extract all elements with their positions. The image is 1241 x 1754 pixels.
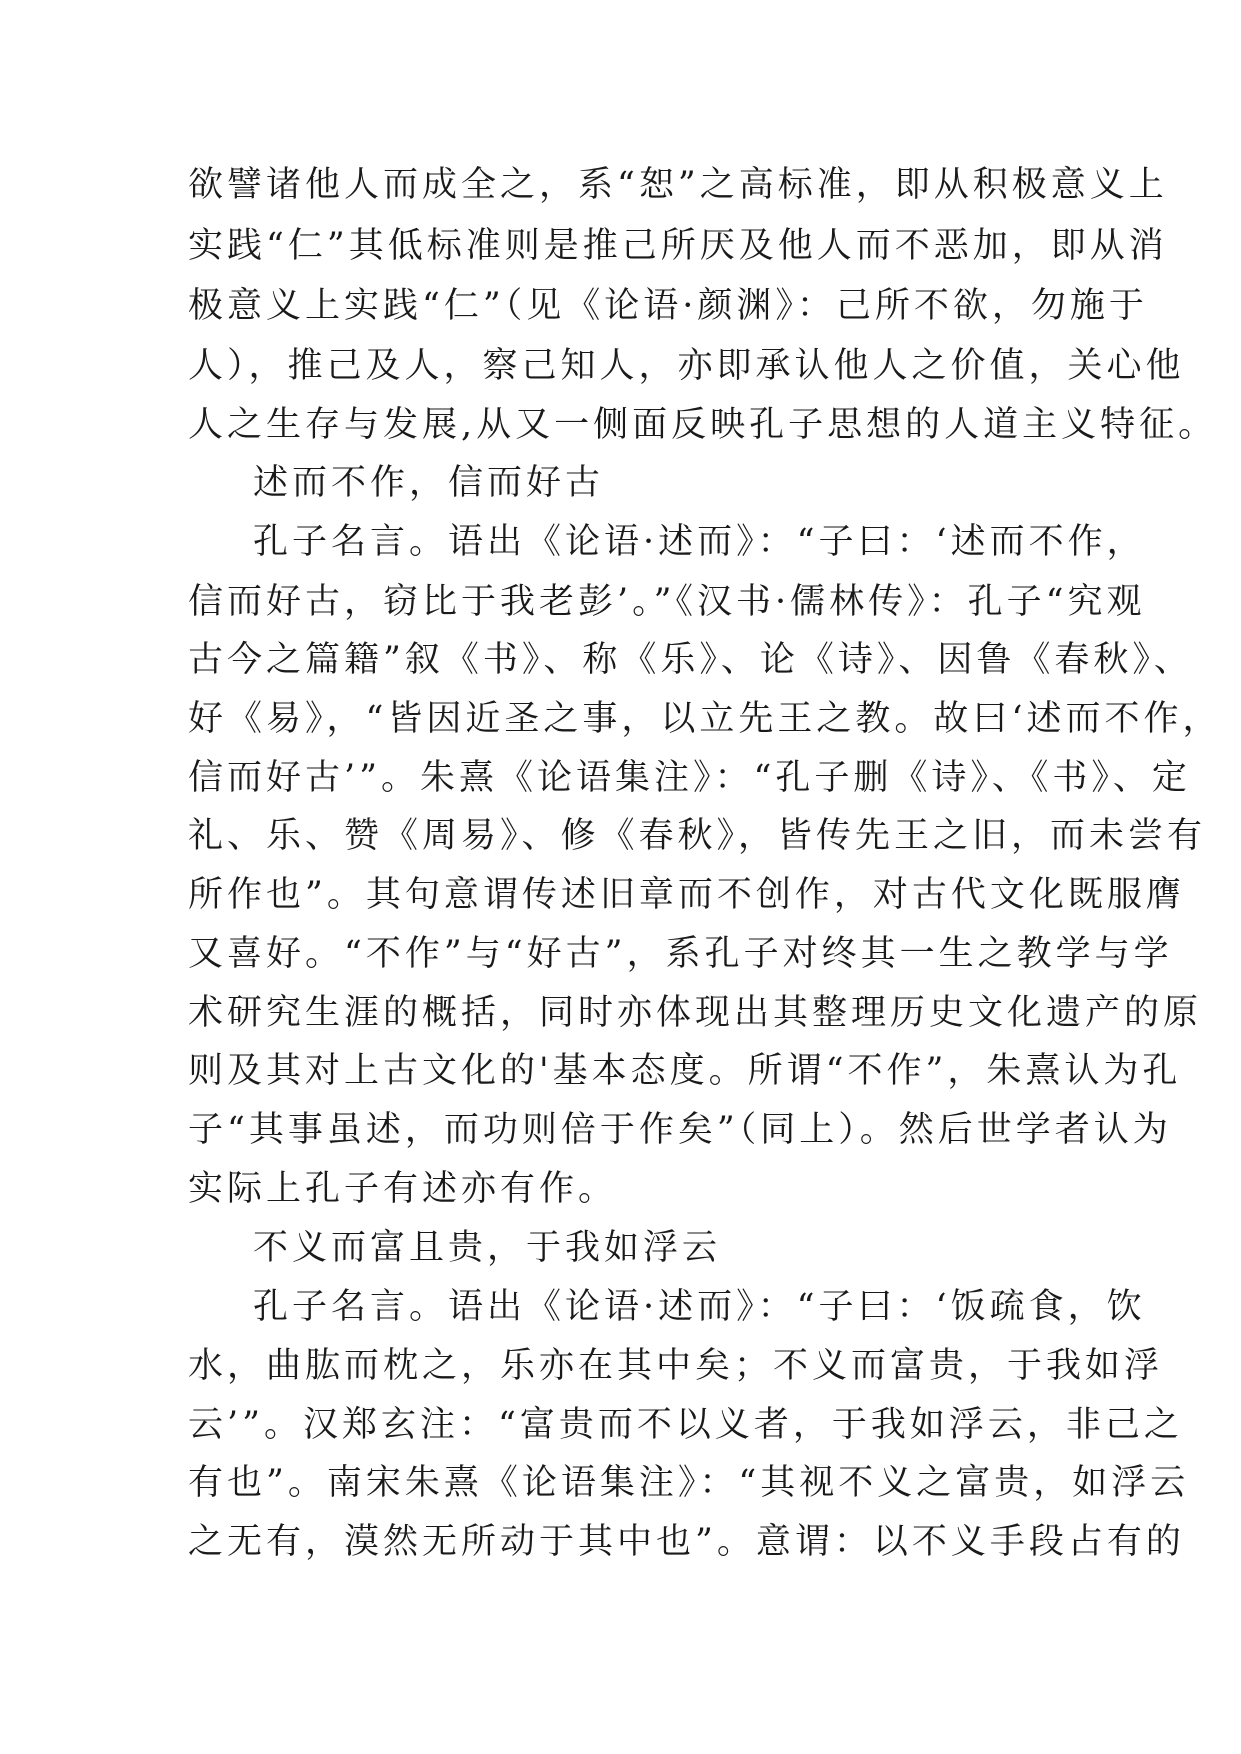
text-line: 水，曲肱而枕之，乐亦在其中矣；不义而富贵，于我如浮 [188,1346,1164,1386]
text-line: 实践“仁”其低标准则是推己所厌及他人而不恶加，即从消 [188,226,1168,266]
section-heading: 述而不作，信而好古 [253,463,605,503]
text-line: 信而好古，窃比于我老彭’。”《汉书·儒林传》：孔子“究观 [188,582,1146,622]
text-line: 云’”。汉郑玄注：“富贵而不以义者，于我如浮云，非己之 [188,1405,1183,1445]
text-line: 之无有，漠然无所动于其中也”。意谓：以不义手段占有的 [188,1522,1185,1562]
text-line: 又喜好。“不作”与“好古”，系孔子对终其一生之教学与学 [188,934,1173,974]
text-line: 人之生存与发展,从又一侧面反映孔子思想的人道主义特征。 [188,405,1218,445]
text-line: 孔子名言。语出《论语·述而》：“子曰：‘述而不作， [253,522,1146,562]
section-heading: 不义而富且贵，于我如浮云 [253,1228,722,1268]
text-line: 人），推己及人，察己知人，亦即承认他人之价值，关心他 [188,346,1185,386]
text-line: 欲譬诸他人而成全之，系“恕”之高标准，即从积极意义上 [188,165,1168,205]
text-line: 古今之篇籍”叙《书》、称《乐》、论《诗》、因鲁《春秋》、 [188,640,1193,680]
text-line: 极意义上实践“仁”（见《论语·颜渊》：己所不欲，勿施于 [188,286,1148,326]
text-line: 实际上孔子有述亦有作。 [188,1169,618,1209]
text-line: 有也”。南宋朱熹《论语集注》：“其视不义之富贵，如浮云 [188,1463,1190,1503]
text-line: 术研究生涯的概括，同时亦体现出其整理历史文化遗产的原 [188,993,1203,1033]
text-line: 孔子名言。语出《论语·述而》：“子曰：‘饭疏食，饮 [253,1287,1146,1327]
text-line: 好《易》，“皆因近圣之事，以立先王之教。故曰‘述而不作， [188,699,1222,739]
text-line: 子“其事虽述，而功则倍于作矣”（同上）。然后世学者认为 [188,1110,1172,1150]
text-line: 则及其对上古文化的'基本态度。所谓“不作”，朱熹认为孔 [188,1051,1182,1091]
text-line: 礼、乐、赞《周易》、修《春秋》，皆传先王之旧，而未尝有 [188,816,1207,856]
text-line: 信而好古’”。朱熹《论语集注》：“孔子删《诗》、《书》、定 [188,758,1191,798]
text-line: 所作也”。其句意谓传述旧章而不创作，对古代文化既服膺 [188,875,1185,915]
